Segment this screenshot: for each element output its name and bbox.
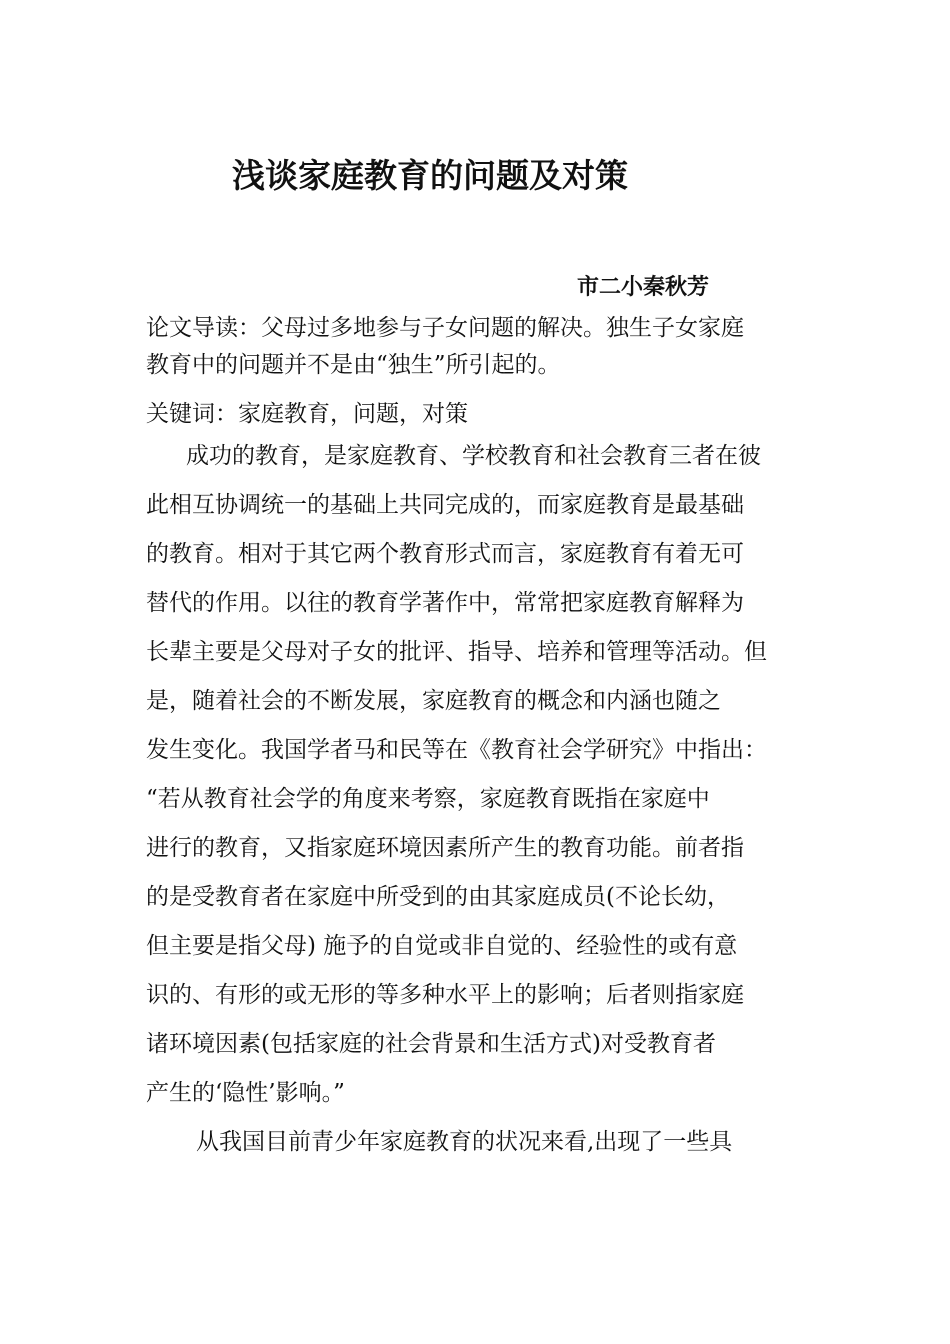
- paragraph-line: 长辈主要是父母对子女的批评、指导、培养和管理等活动。但: [146, 639, 767, 665]
- paragraph-line: 诸环境因素(包括家庭的社会背景和生活方式)对受教育者: [146, 1031, 716, 1057]
- paragraph-line: 但主要是指父母) 施予的自觉或非自觉的、经验性的或有意: [146, 933, 738, 959]
- paragraph-line: 发生变化。我国学者马和民等在《教育社会学研究》中指出：: [146, 737, 767, 763]
- paragraph-line: 此相互协调统一的基础上共同完成的，而家庭教育是最基础: [146, 492, 744, 518]
- paragraph-line: 识的、有形的或无形的等多种水平上的影响；后者则指家庭: [146, 982, 744, 1008]
- paragraph-line: 进行的教育，又指家庭环境因素所产生的教育功能。前者指: [146, 835, 744, 861]
- document-title: 浅谈家庭教育的问题及对策: [232, 156, 628, 195]
- paragraph-line: 替代的作用。以往的教育学著作中，常常把家庭教育解释为: [146, 590, 744, 616]
- paragraph-line: 从我国目前青少年家庭教育的状况来看,出现了一些具: [196, 1129, 733, 1155]
- paragraph-line: 是，随着社会的不断发展，家庭教育的概念和内涵也随之: [146, 688, 721, 714]
- paragraph-line: “若从教育社会学的角度来考察，家庭教育既指在家庭中: [146, 786, 710, 812]
- abstract-line: 论文导读：父母过多地参与子女问题的解决。独生子女家庭: [146, 315, 744, 341]
- paragraph-line: 的教育。相对于其它两个教育形式而言，家庭教育有着无可: [146, 541, 744, 567]
- document-body: [146, 310, 808, 1161]
- author-name: 市二小秦秋芳: [577, 275, 710, 300]
- paragraph-line: 的是受教育者在家庭中所受到的由其家庭成员(不论长幼，: [146, 884, 730, 910]
- keywords-line: 关键词：家庭教育，问题，对策: [146, 401, 468, 427]
- paragraph-line: 成功的教育，是家庭教育、学校教育和社会教育三者在彼: [186, 443, 761, 469]
- abstract-line: 教育中的问题并不是由“独生”所引起的。: [146, 352, 561, 378]
- paragraph-line: 产生的‘隐性’影响。”: [146, 1080, 345, 1106]
